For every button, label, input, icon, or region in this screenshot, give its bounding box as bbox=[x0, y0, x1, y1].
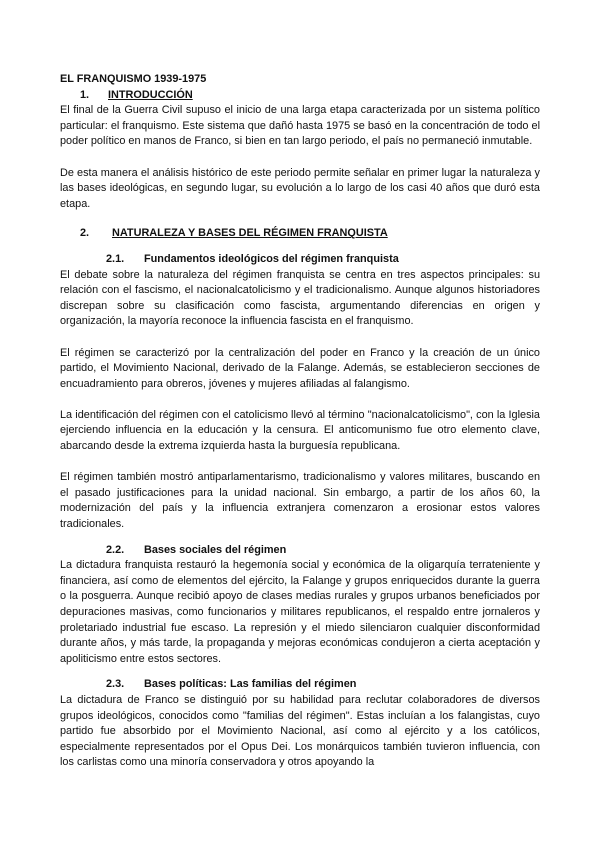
subsection-title: Fundamentos ideológicos del régimen franquista bbox=[144, 252, 399, 265]
paragraph: La identificación del régimen con el catolicismo llevó al término "nacionalcatolicismo", con la Iglesia ejerciendo influencia en la educación y la censura. El anticomunismo fue otro elemento clave, abarcando desde la extrema izquierda hasta la burguesía republicana. bbox=[60, 408, 540, 453]
subsection-heading-fundamentos bbox=[106, 252, 540, 268]
paragraph: El debate sobre la naturaleza del régimen franquista se centra en tres aspectos principales: su relación con el fascismo, el nacionalcatolicismo y el tradicionalismo. Aunque algunos historiadores discrepan sobre su clasificación como fascista, argumentando diferencias en origen y organización, la mayoría reconoce la influencia fascista en el franquismo. bbox=[60, 268, 540, 328]
section-number: 2. bbox=[80, 227, 90, 240]
subsection-title: Bases políticas: Las familias del régimen bbox=[144, 678, 357, 691]
section-title: INTRODUCCIÓN bbox=[108, 88, 193, 101]
subsection-number: 2.2. bbox=[106, 543, 125, 556]
section-number: 1. bbox=[80, 88, 90, 101]
paragraph: El final de la Guerra Civil supuso el inicio de una larga etapa caracterizada por un sistema político particular: el franquismo. Este sistema que dañó hasta 1975 se basó en la concentración de todo el poder político en manos de Franco, si bien en tan largo periodo, el país no permaneció inmutable. bbox=[60, 104, 540, 148]
paragraph: El régimen se caracterizó por la centralización del poder en Franco y la creación de un único partido, el Movimiento Nacional, derivado de la Falange. Además, se establecieron secciones de encuadramiento para obreros, jóvenes y mujeres afiliadas al falangismo. bbox=[60, 346, 540, 390]
section-heading-naturaleza bbox=[60, 226, 540, 242]
subsection-number: 2.3. bbox=[106, 678, 125, 691]
subsection-heading-bases-politicas bbox=[106, 677, 540, 693]
paragraph: La dictadura franquista restauró la hegemonía social y económica de la oligarquía terrateniente y financiera, así como de elementos del ejército, la Falange y grupos enriquecidos durante la guerra o la posguerra. Aunque recibió apoyo de clases medias rurales y grupos urbanos beneficiados por depuraciones masivas, como funcionarios y militares republicanos, el respaldo entre jornaleros y proletariado industrial fue escaso. La represión y el miedo silenciaron cualquier disconformidad durante años, y más tarde, la propaganda y mejoras económicas condujeron a cierta aceptación y apoliticismo entre estos sectores. bbox=[60, 559, 540, 665]
subsection-title: Bases sociales del régimen bbox=[144, 543, 287, 556]
paragraph: El régimen también mostró antiparlamentarismo, tradicionalismo y valores militares, buscando en el pasado justificaciones para la unidad nacional. Sin embargo, a partir de los años 60, la modernización del país y la influencia extranjera comenzaron a erosionar estos valores tradicionales. bbox=[60, 471, 540, 531]
document-title: EL FRANQUISMO 1939-1975 bbox=[60, 73, 207, 85]
section-title: NATURALEZA Y BASES DEL RÉGIMEN FRANQUISTA bbox=[112, 227, 388, 240]
paragraph: De esta manera el análisis histórico de este periodo permite señalar en primer lugar la naturaleza y las bases ideológicas, en segundo lugar, su evolución a lo largo de los casi 40 años que duró esta etapa. bbox=[60, 166, 540, 210]
subsection-number: 2.1. bbox=[106, 252, 125, 265]
section-heading-introduccion bbox=[60, 88, 540, 104]
paragraph: La dictadura de Franco se distinguió por su habilidad para reclutar colaboradores de diversos grupos ideológicos, conocidos como "familias del régimen". Estas incluían a los falangistas, cuyo partido fue absorbido por el Movimiento Nacional, así como al ejército y a los católicos, especialmente representados por el Opus Dei. Los monárquicos también tuvieron influencia, con los carlistas como una minoría conservadora y otros apoyando la bbox=[60, 693, 540, 769]
subsection-heading-bases-sociales bbox=[106, 543, 540, 559]
document-page bbox=[60, 72, 540, 771]
